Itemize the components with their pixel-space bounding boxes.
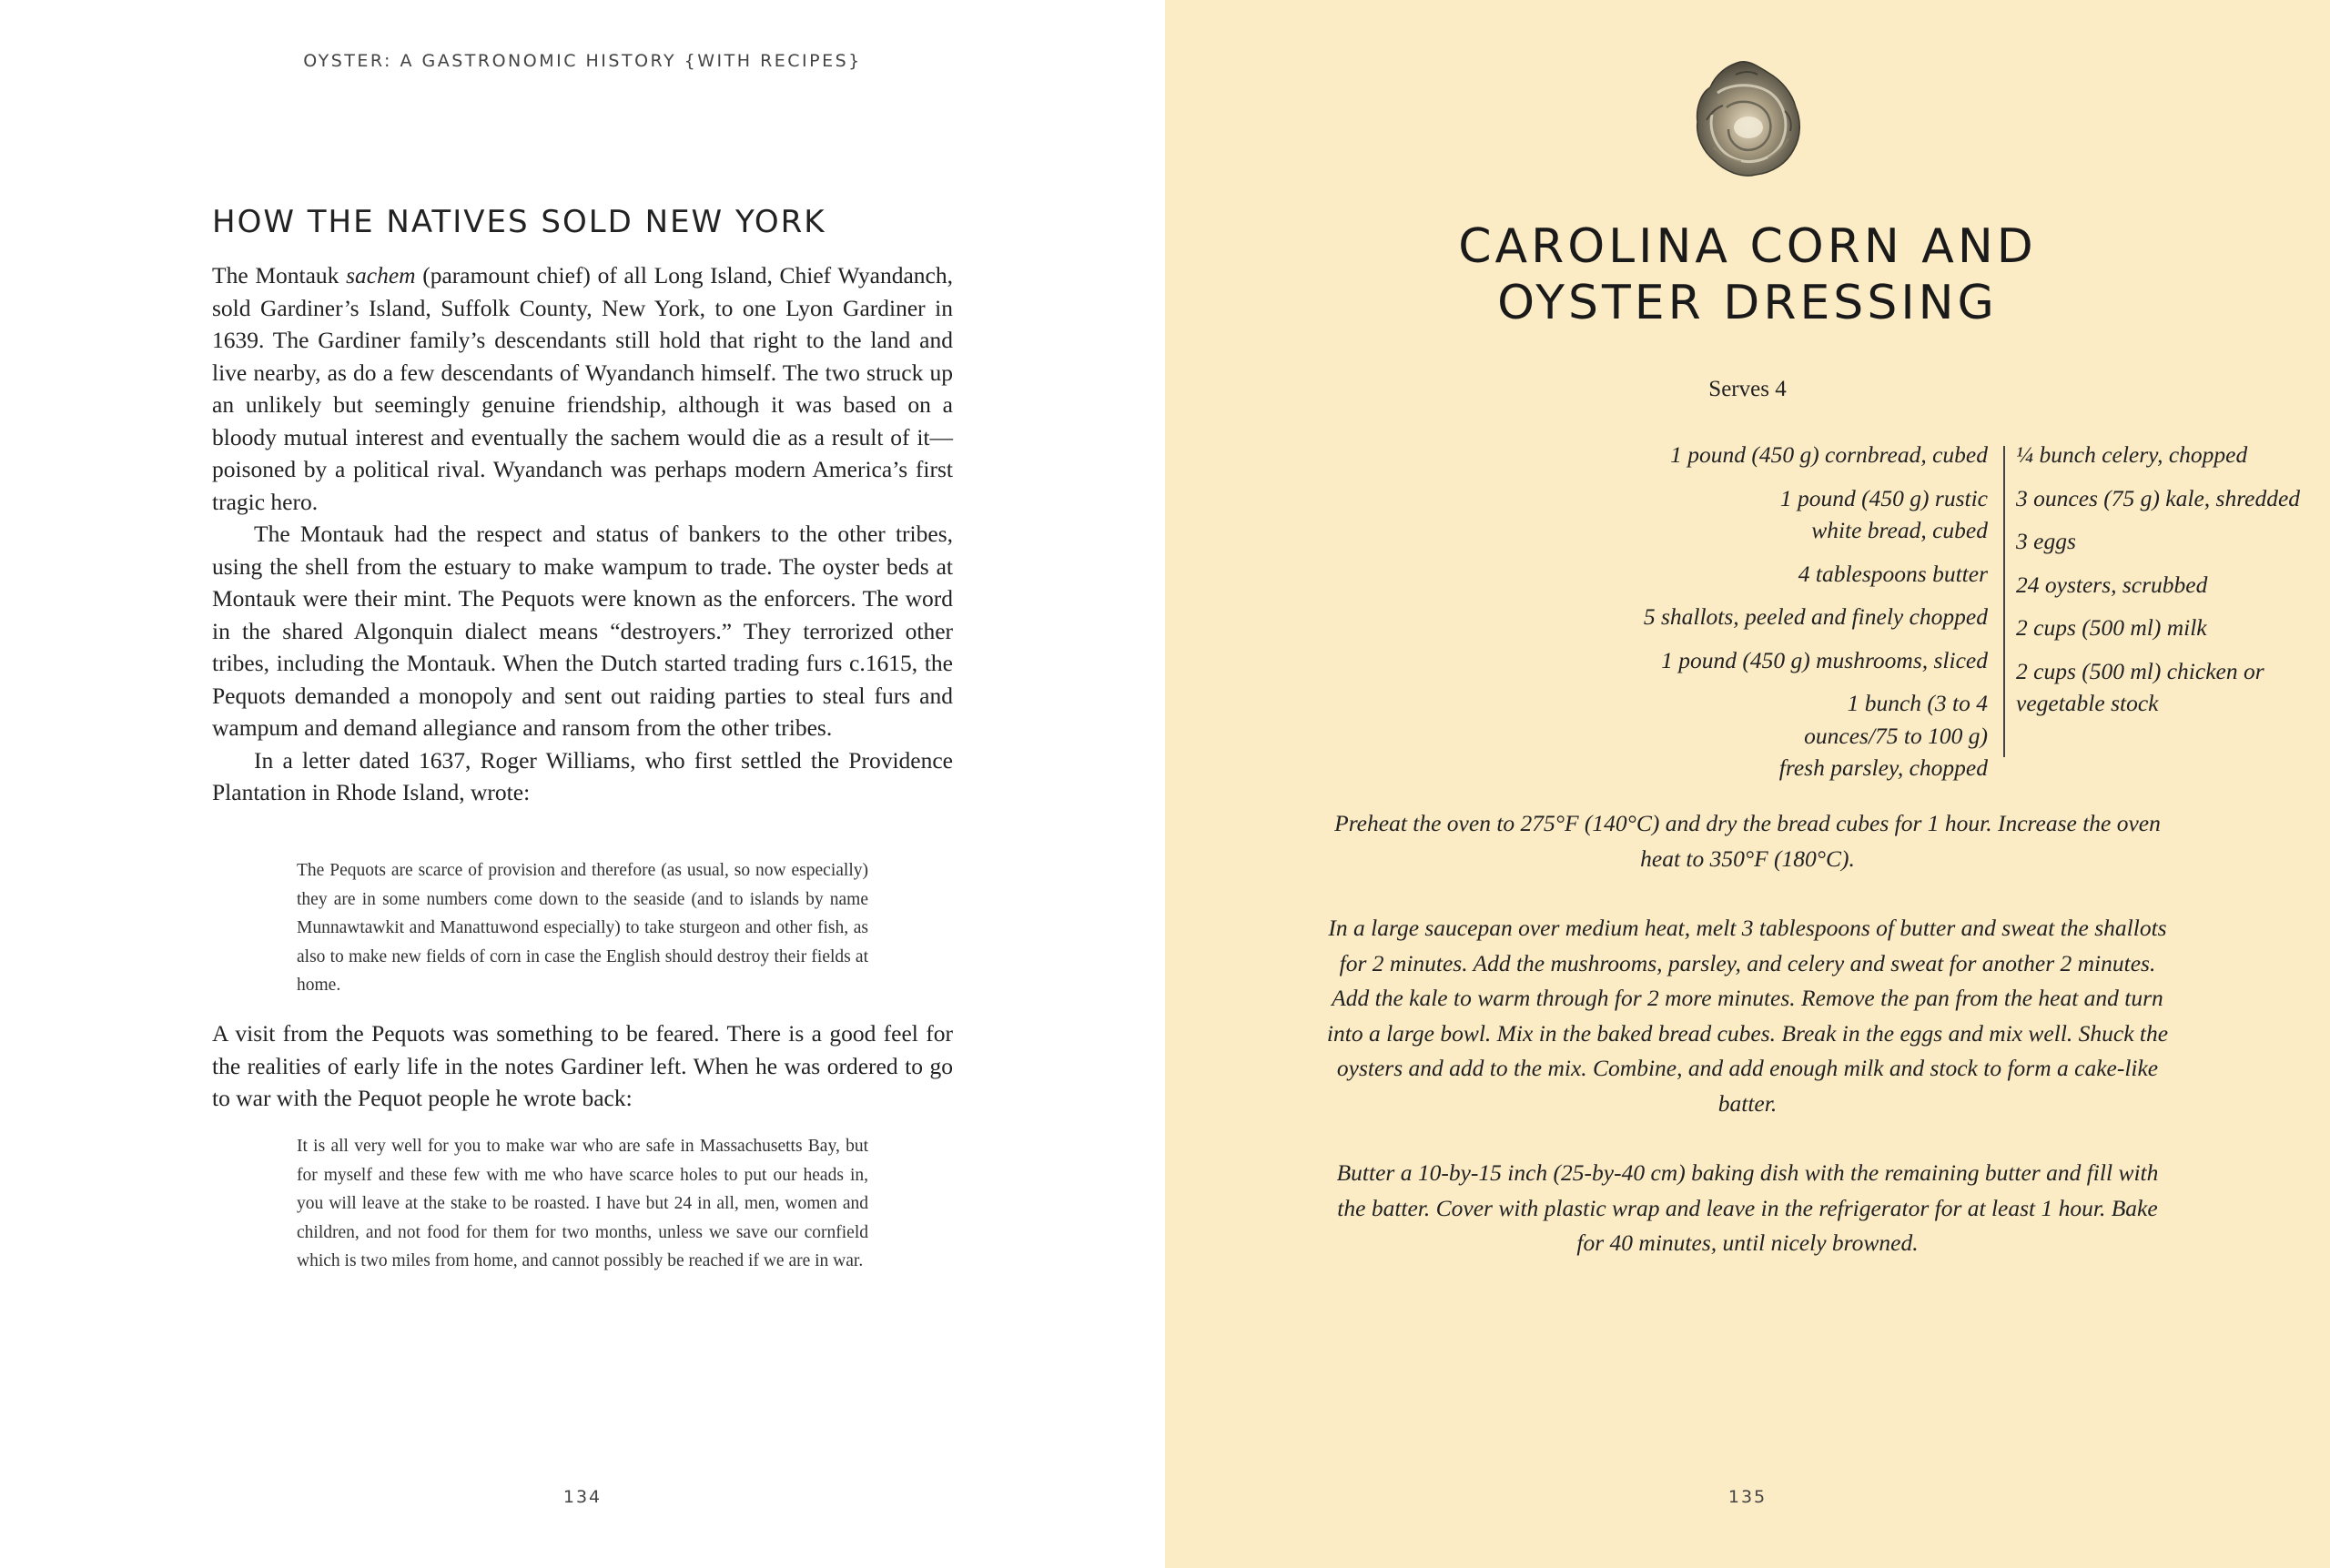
paragraph-text: The Montauk (212, 262, 347, 288)
body-paragraph (212, 259, 953, 518)
page-number: 134 (562, 1487, 603, 1507)
ingredient-item: 2 cups (500 ml) chicken or vegetable stock (2016, 657, 2264, 716)
recipe-title-line: CAROLINA CORN AND (1458, 219, 2037, 274)
recipe-title-line: OYSTER DRESSING (1497, 276, 1998, 330)
method-step: In a large saucepan over medium heat, melt 3 tablespoons of butter and sweat the shallots for 2 minutes. Add the mushrooms, parsley, and celery and sweat for another 2 minutes. Add the kale to warm through for 2 more minutes. Remove the pan from the heat and turn into a large bowl. Mix in the baked bread cubes. Break in the eggs and mix well. Shuck the oysters and add to the mix. Combine, and add enough milk and stock to form a cake-like batter. (1326, 915, 2169, 1117)
body-text-block (212, 259, 953, 809)
section-title: HOW THE NATIVES SOLD NEW YORK (212, 204, 826, 240)
method-step: Butter a 10-by-15 inch (25-by-40 cm) baking dish with the remaining butter and fill with the batter. Cover with plastic wrap and leave in the refrigerator for at least 1 hour. Bake for 40 minutes, until nicely browned. (1336, 1159, 2159, 1256)
running-head: OYSTER: A GASTRONOMIC HISTORY {WITH RECIPES} (303, 51, 862, 71)
recipe-method (1324, 806, 2171, 1296)
page-number: 135 (1727, 1487, 1768, 1507)
ingredient-item: 5 shallots, peeled and finely chopped (1643, 603, 1988, 630)
ingredient-item: 3 ounces (75 g) kale, shredded (2016, 484, 2301, 511)
ingredients-right-column (2016, 439, 2316, 731)
ingredient-item: 4 tablespoons butter (1798, 560, 1988, 587)
ingredient-item: ¼ bunch celery, chopped (2016, 441, 2248, 468)
serves-label: Serves 4 (1708, 377, 1787, 401)
block-quote: It is all very well for you to make war who are safe in Massachusetts Bay, but for myself and these few with me who have scarce holes to put our heads in, you will leave at the stake to be roasted. I have but 24 in all, men, women and children, and not food for them for two months, unless we save our cornfield which is two miles from home, and cannot possibly be reached if we are in war. (297, 1137, 868, 1270)
ingredients-left-column (1338, 439, 1993, 795)
ingredient-item: 1 pound (450 g) mushrooms, sliced (1661, 646, 1988, 673)
recipe-title (1165, 218, 2330, 331)
ingredient-item: 1 pound (450 g) cornbread, cubed (1670, 441, 1988, 468)
ingredient-item: 3 eggs (2016, 528, 2076, 554)
emphasis-sachem: sachem (346, 262, 416, 288)
body-text-block (212, 1017, 953, 1115)
ingredient-item: 1 pound (450 g) rustic white bread, cubed (1779, 484, 1988, 543)
ingredient-item: 2 cups (500 ml) milk (2016, 614, 2207, 641)
ingredients-divider (2003, 446, 2005, 757)
ingredient-item: 24 oysters, scrubbed (2016, 571, 2208, 598)
method-step: Preheat the oven to 275°F (140°C) and dry the bread cubes for 1 hour. Increase the oven heat to 350°F (180°C). (1334, 810, 2161, 872)
paragraph-text: (paramount chief) of all Long Island, Chief Wyandanch, sold Gardiner’s Island, Suffolk County, New York, to one Lyon Gardiner in 1639. The Gardiner family’s descendants still hold that right to the land and live nearby, as do a few descendants of Wyandanch himself. The two struck up an unlikely but seemingly genuine friendship, although it was based on a bloody mutual interest and eventually the sachem would die as a result of it—poisoned by a political rival. Wyandanch was perhaps modern America’s first tragic hero. (212, 262, 953, 515)
ingredient-item: 1 bunch (3 to 4 ounces/75 to 100 g) fresh parsley, chopped (1778, 690, 1988, 781)
body-paragraph: The Montauk had the respect and status of bankers to the other tribes, using the shell from the estuary to make wampum to trade. The oyster beds at Montauk were their mint. The Pequots were known as the enforcers. The word in the shared Algonquin dialect means “destroyers.” They terrorized other tribes, including the Montauk. When the Dutch started trading furs c.1615, the Pequots demanded a monopoly and sent out raiding parties to steal furs and wampum and demand allegiance and ransom from the other tribes. (212, 521, 953, 741)
right-page (1165, 0, 2330, 1568)
body-paragraph: In a letter dated 1637, Roger Williams, who first settled the Providence Plantation in Rhode Island, wrote: (212, 746, 953, 805)
block-quote: The Pequots are scarce of provision and therefore (as usual, so now especially) they are in some numbers come down to the seaside (and to islands by name Munnawtawkit and Manattuwond especially) to take sturgeon and other fish, as also to make new fields of corn in case the English should destroy their fields at home. (297, 861, 868, 995)
oyster-shell-icon (1690, 56, 1805, 182)
body-paragraph: A visit from the Pequots was something to be feared. There is a good feel for the realities of early life in the notes Gardiner left. When he was ordered to go to war with the Pequot people he wrote back: (212, 1020, 953, 1111)
